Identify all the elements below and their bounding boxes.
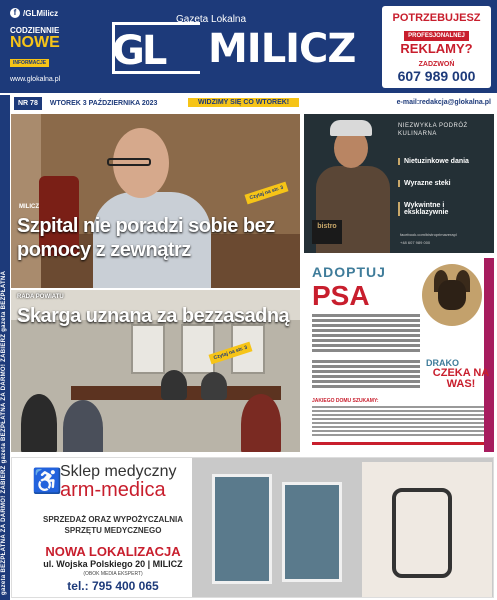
photo-glasses	[107, 158, 151, 166]
logo-milicz: MILICZ	[208, 26, 356, 72]
codziennie-label: CODZIENNIE	[10, 26, 60, 35]
read-more-badge: Czytaj na str. 3	[245, 182, 289, 205]
culinary-item: Wyrazne steki	[398, 180, 484, 187]
dog-photo	[422, 264, 482, 326]
new-location-label: NOWA LOKALIZACJA	[45, 544, 181, 559]
facebook-icon: f	[10, 8, 20, 18]
culinary-fb: facebook.com/bistroprimaverapl	[400, 232, 457, 237]
adopt-title-psa: PSA	[312, 280, 370, 311]
adopt-footer-line	[312, 442, 484, 445]
dog-waiting: CZEKA NA WAS!	[432, 367, 490, 390]
adopt-text-block	[312, 406, 484, 438]
facebook-handle: /GLMilicz	[23, 8, 59, 18]
adopt-text-block	[312, 360, 420, 390]
issue-number: NR 78	[14, 97, 42, 110]
logo-gl: GL	[112, 28, 165, 74]
story-complaint[interactable]	[11, 290, 300, 452]
photo-person	[63, 400, 103, 452]
shop-window	[282, 482, 342, 582]
story-tag: RADA POWIATU	[17, 294, 64, 300]
story-tag: MILICZ	[19, 204, 39, 210]
shop-address: ul. Wojska Polskiego 20 | MILICZ	[43, 559, 183, 569]
ad-line-2: PROFESJONALNEJ	[404, 31, 469, 41]
shop-name: arm-medica	[60, 479, 166, 501]
story-headline: Skarga uznana za bezzasadną	[17, 305, 290, 327]
informacje-label: INFORMACJE	[10, 59, 49, 67]
culinary-title: NIEZWYKŁA PODRÓŻ KULINARNA	[398, 123, 468, 137]
adopt-text-block	[312, 314, 420, 354]
equipment-item	[392, 488, 452, 578]
ad-phone: 607 989 000	[397, 68, 476, 84]
shop-services: SPRZEDAŻ ORAZ WYPOŻYCZALNIA SPRZĘTU MEDYCZNEGO	[43, 515, 183, 535]
culinary-item: Wykwintne i eksklazywnie	[398, 202, 484, 216]
facebook-link[interactable]	[10, 8, 58, 18]
email-link[interactable]: e-mail:redakcja@glokalna.pl	[396, 99, 491, 106]
masthead	[0, 0, 497, 93]
story-hospital[interactable]	[11, 114, 300, 288]
issue-bar	[10, 95, 497, 111]
shop-brand	[32, 464, 177, 500]
culinary-item: Nietuzinkowe dania	[398, 158, 484, 165]
daily-news-badge	[10, 26, 68, 69]
culinary-ad[interactable]	[304, 114, 494, 253]
nowe-label: NOWE	[10, 34, 60, 51]
adopt-section-title: JAKIEGO DOMU SZUKAMY:	[312, 398, 379, 404]
side-strip	[0, 95, 10, 600]
shop-window	[212, 474, 272, 584]
photo-window	[131, 324, 165, 374]
side-strip-text: gazeta BEZPŁATNA ZA DARMO! ZABIERZ gazeta BEZPŁATNA ZA DARMO! ZABIERZ gazeta BEZPŁATNA	[1, 270, 7, 595]
photo-person	[241, 394, 281, 452]
ad-line-3: REKLAMY?	[400, 41, 473, 56]
issue-date: WTOREK 3 PAŹDZIERNIKA 2023	[49, 99, 158, 107]
wheelchair-icon: ♿	[32, 468, 62, 495]
photo-person	[161, 370, 187, 400]
ad-line-1: POTRZEBUJESZ	[392, 12, 481, 24]
photo-window	[181, 324, 215, 374]
ad-line-4: ZADZWOŃ	[418, 61, 455, 68]
advertising-box[interactable]	[382, 6, 491, 88]
slogan-badge: WIDZIMY SIĘ CO WTOREK!	[188, 98, 299, 107]
photo-chef-hat	[330, 120, 372, 136]
culinary-phone: +48 607 989 000	[400, 240, 431, 245]
adopt-stripe	[484, 258, 494, 452]
photo-person	[21, 394, 57, 452]
read-more-badge: Czytaj na str. 3	[209, 342, 253, 365]
logo-gazeta-lokalna: Gazeta Lokalna	[176, 14, 247, 25]
story-headline: Szpital nie poradzi sobie bez pomocy z zewnątrz	[17, 215, 275, 261]
newspaper-logo	[112, 14, 356, 74]
dog-name: DRAKO	[426, 358, 459, 368]
bistro-logo: bistro	[312, 220, 342, 244]
shop-label: Sklep medyczny	[60, 463, 177, 480]
shop-phone[interactable]: tel.: 795 400 065	[67, 579, 159, 593]
adopt-title: ADOPTUJ	[312, 264, 386, 280]
adopt-dog-article[interactable]	[304, 258, 494, 452]
photo-person	[201, 372, 227, 400]
shop-landmark: (OBOK MEDIA EKSPERT)	[83, 571, 143, 577]
medical-shop-ad[interactable]	[11, 457, 494, 598]
dog-face	[438, 280, 466, 310]
shop-photo	[192, 458, 494, 598]
website-link[interactable]: www.glokalna.pl	[10, 76, 61, 83]
